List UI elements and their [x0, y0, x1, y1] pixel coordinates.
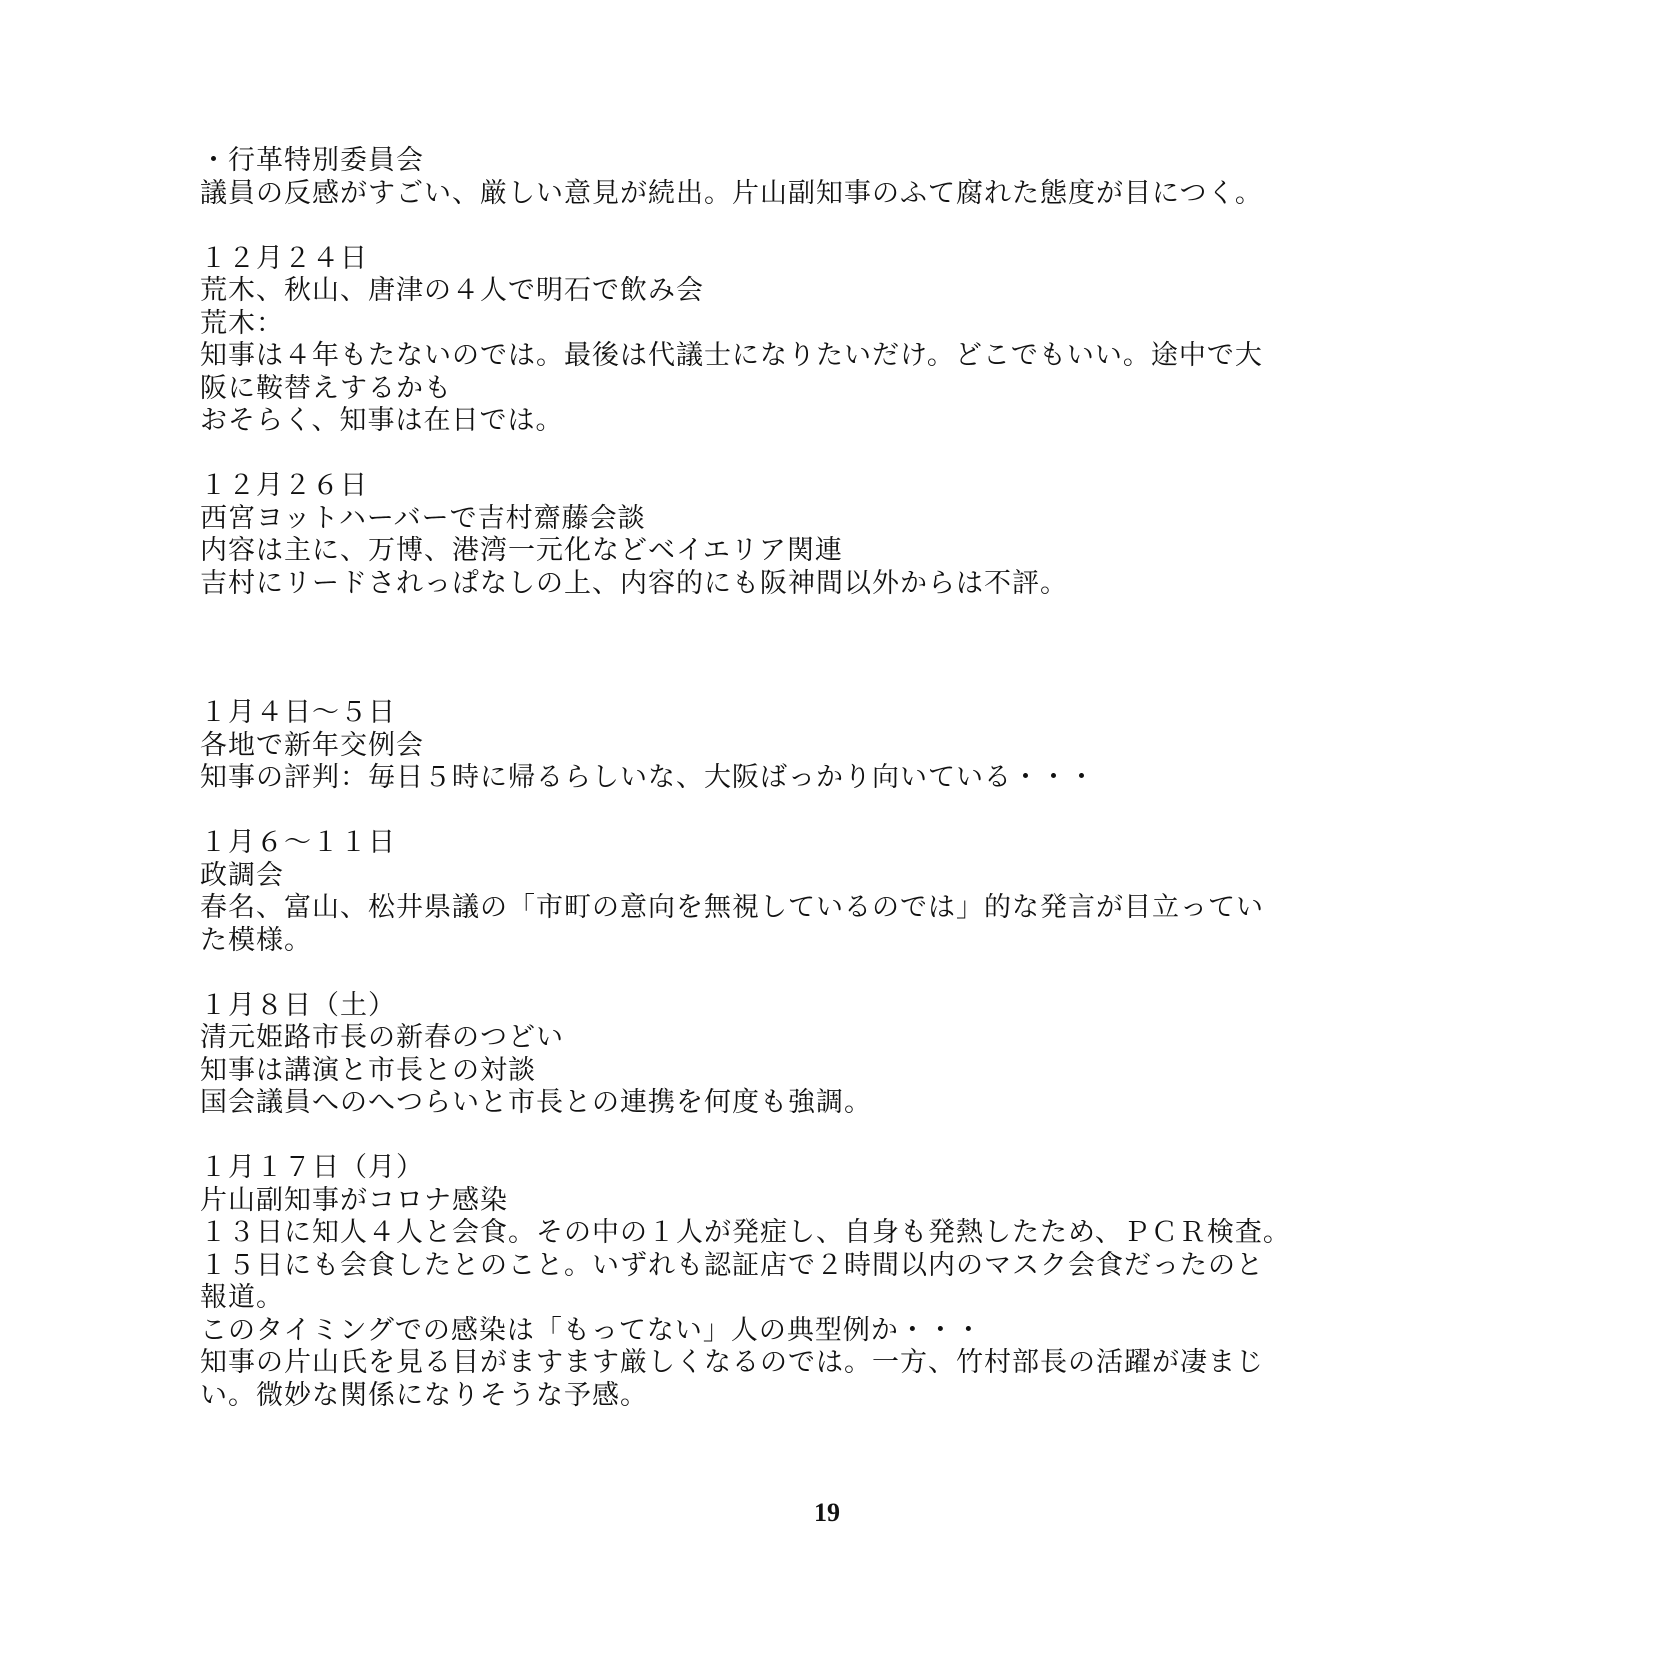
- body-line: １３日に知人４人と会食。その中の１人が発症し、自身も発熱したため、ＰＣＲ検査。: [200, 1217, 1291, 1248]
- body-line: 春名、富山、松井県議の「市町の意向を無視しているのでは」的な発言が目立ってい: [200, 892, 1264, 923]
- body-line: 国会議員へのへつらいと市長との連携を何度も強調。: [200, 1087, 872, 1118]
- body-line: 知事は講演と市長との対談: [200, 1054, 536, 1086]
- section-jan-6-11: [200, 827, 1480, 957]
- body-line: 片山副知事がコロナ感染: [200, 1184, 508, 1216]
- date-heading: １２月２６日: [200, 470, 368, 501]
- body-line: 内容は主に、万博、港湾一元化などベイエリア関連: [200, 535, 843, 566]
- section-heading: ・行革特別委員会: [200, 145, 424, 176]
- body-line: 政調会: [200, 859, 284, 891]
- blank-lines: [200, 600, 1480, 697]
- date-heading: １月４日～５日: [200, 697, 396, 728]
- body-line: 西宮ヨットハーバーで吉村齋藤会談: [200, 502, 646, 534]
- body-line: 知事の評判：毎日５時に帰るらしいな、大阪ばっかり向いている・・・: [200, 762, 1096, 793]
- section-jan-17: [200, 1152, 1480, 1412]
- body-line: おそらく、知事は在日では。: [200, 405, 564, 436]
- blank-line: [200, 210, 1480, 243]
- body-line: １５日にも会食したとのこと。いずれも認証店で２時間以内のマスク会食だったのと: [200, 1249, 1264, 1281]
- body-line: 清元姫路市長の新春のつどい: [200, 1022, 564, 1053]
- body-line: 議員の反感がすごい、厳しい意見が続出。片山副知事のふて腐れた態度が目につく。: [200, 177, 1263, 209]
- section-dec-26: [200, 470, 1480, 600]
- date-heading: １月６～１１日: [200, 827, 396, 858]
- date-heading: １月１７日（月）: [200, 1152, 424, 1183]
- document-body: [200, 145, 1480, 1412]
- section-jan-4-5: [200, 697, 1480, 795]
- body-line: た模様。: [200, 924, 312, 956]
- page-number: 19: [814, 1498, 840, 1527]
- blank-line: [200, 1120, 1480, 1153]
- blank-line: [200, 438, 1480, 471]
- body-line: い。微妙な関係になりそうな予感。: [200, 1379, 648, 1411]
- date-heading: １月８日（土）: [200, 989, 396, 1021]
- body-line: 報道。: [200, 1282, 284, 1313]
- section-jan-8: [200, 990, 1480, 1120]
- body-line: 阪に鞍替えするかも: [200, 372, 452, 404]
- body-line: 知事は４年もたないのでは。最後は代議士になりたいだけ。どこでもいい。途中で大: [200, 340, 1263, 371]
- body-line: 吉村にリードされっぱなしの上、内容的にも阪神間以外からは不評。: [200, 567, 1068, 599]
- blank-line: [200, 957, 1480, 990]
- blank-line: [200, 795, 1480, 828]
- body-line: 荒木、秋山、唐津の４人で明石で飲み会: [200, 275, 704, 306]
- section-dec-24: [200, 243, 1480, 438]
- date-heading: １２月２４日: [200, 242, 368, 274]
- section-administrative-reform-committee: [200, 145, 1480, 210]
- body-line: このタイミングでの感染は「もってない」人の典型例か・・・: [200, 1314, 983, 1346]
- body-line: 各地で新年交例会: [200, 729, 424, 761]
- body-line: 荒木：: [200, 307, 284, 339]
- body-line: 知事の片山氏を見る目がますます厳しくなるのでは。一方、竹村部長の活躍が凄まじ: [200, 1347, 1264, 1378]
